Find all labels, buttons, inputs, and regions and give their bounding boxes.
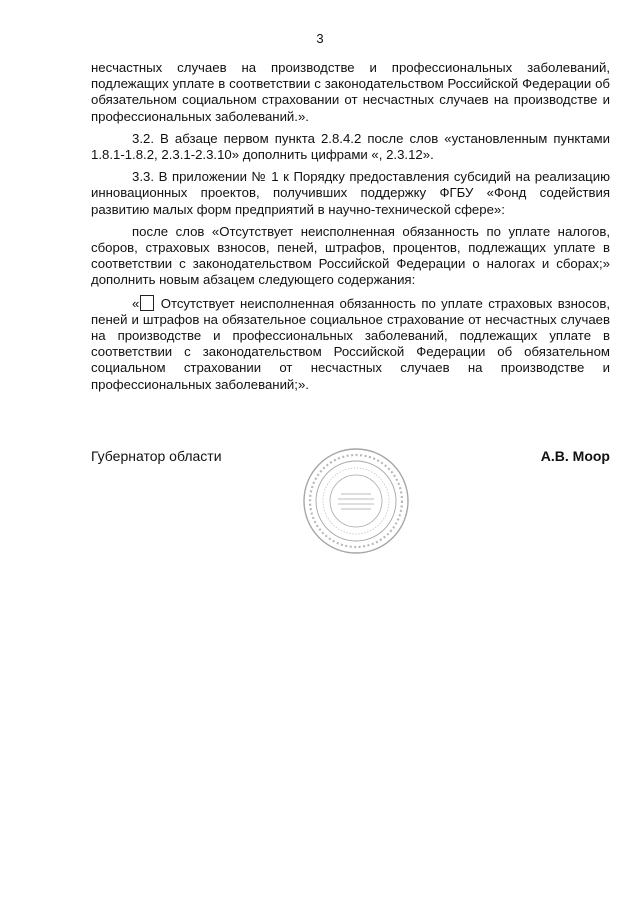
page-number: 3	[316, 31, 324, 46]
signatory-title: Губернатор области	[91, 448, 222, 464]
paragraph-3-2: 3.2. В абзаце первом пункта 2.8.4.2 после слов «установленным пунктами 1.8.1-1.8.2, 2.3.1-2.3.10» дополнить цифрами «, 2.3.12».	[91, 130, 610, 163]
new-text-body: Отсутствует неисполненная обязанность по уплате страховых взносов, пеней и штрафов на обязательное социальное страхование от несчастных случаев на производстве и профессиональных заболеваний, подлежащих уплате в соответствии с законодательством Российской Федерации об обязательном социальном страховании от несчастных случаев на производстве и профессиональных заболеваний;».	[91, 295, 610, 392]
opening-quote: «	[132, 295, 140, 311]
paragraph-new-text	[91, 295, 610, 393]
signatory-name: А.В. Моор	[540, 448, 610, 464]
document-body	[91, 60, 610, 393]
paragraph-3-3: 3.3. В приложении № 1 к Порядку предоставления субсидий на реализацию инновационных проектов, получивших поддержку ФГБУ «Фонд содействия развитию малых форм предприятий в научно-технической сфере»:	[91, 169, 610, 217]
paragraph-after-words: после слов «Отсутствует неисполненная обязанность по уплате налогов, сборов, страховых взносов, пеней, штрафов, процентов, подлежащих уплате в соответствии с законодательством Российской Федерации о налогах и сборах;» дополнить новым абзацем следующего содержания:	[91, 223, 610, 288]
paragraph-continuation: несчастных случаев на производстве и профессиональных заболеваний, подлежащих уплате в соответствии с законодательством Российской Федерации об обязательном социальном страховании от несчастных случаев на производстве и профессиональных заболеваний.».	[91, 60, 610, 124]
empty-checkbox-glyph	[140, 295, 154, 311]
official-seal-icon	[301, 446, 411, 556]
